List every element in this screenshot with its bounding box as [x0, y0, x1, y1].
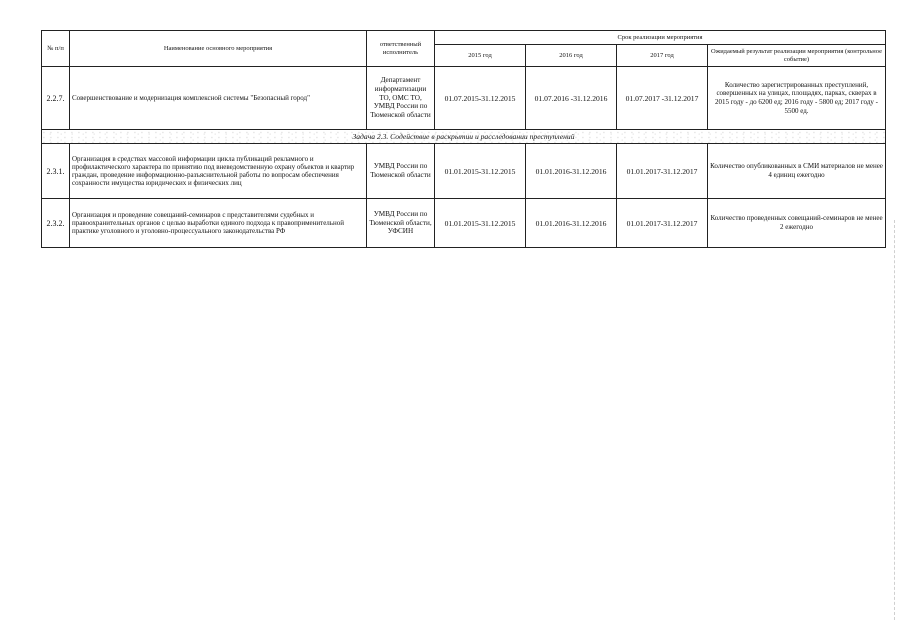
row-name: Организация и проведение совещаний-семинаров с представителями судебных и правоохранительных органов с целью выработки единого подхода к правоприменительной практике уголовного и уголовно-процессуального законодательства РФ	[70, 199, 367, 248]
header-name: Наименование основного мероприятия	[70, 31, 367, 67]
row-date-2016: 01.07.2016 -31.12.2016	[526, 67, 617, 130]
row-date-2016: 01.01.2016-31.12.2016	[526, 199, 617, 248]
row-date-2017: 01.01.2017-31.12.2017	[617, 144, 708, 199]
task-label: Задача 2.3. Содействие в раскрытии и расследовании преступлений	[42, 130, 886, 144]
row-result: Количество опубликованных в СМИ материалов не менее 4 единиц ежегодно	[708, 144, 886, 199]
row-name: Организация в средствах массовой информации цикла публикаций рекламного и профилактического характера по принятию под вневедомственную охрану объектов и квартир граждан, проведение информационно-разъяснительной работы по вопросам обеспечения сохранности имущества юридических и физических лиц	[70, 144, 367, 199]
header-period: Срок реализации мероприятия	[435, 31, 886, 45]
header-year-2015: 2015 год	[435, 45, 526, 67]
row-result: Количество зарегистрированных преступлений, совершенных на улицах, площадях, парках, скверах в 2015 году - до 6200 ед; 2016 году - 5800 ед; 2017 году - 5500 ед.	[708, 67, 886, 130]
task-row	[42, 130, 886, 144]
row-num: 2.2.7.	[42, 67, 70, 130]
header-executor: ответственный исполнитель	[367, 31, 435, 67]
row-executor: Департамент информатизации ТО, ОМС ТО, УМВД России по Тюменской области	[367, 67, 435, 130]
row-result: Количество проведенных совещаний-семинаров не менее 2 ежегодно	[708, 199, 886, 248]
row-executor: УМВД России по Тюменской области	[367, 144, 435, 199]
row-executor: УМВД России по Тюменской области, УФСИН	[367, 199, 435, 248]
table-row	[42, 67, 886, 130]
scan-margin-line	[894, 220, 896, 620]
row-name: Совершенствование и модернизация комплексной системы "Безопасный город"	[70, 67, 367, 130]
row-date-2015: 01.01.2015-31.12.2015	[435, 144, 526, 199]
header-num: № п/п	[42, 31, 70, 67]
header-year-2017: 2017 год	[617, 45, 708, 67]
row-date-2017: 01.01.2017-31.12.2017	[617, 199, 708, 248]
header-result: Ожидаемый результат реализации мероприятия (контрольное событие)	[708, 45, 886, 67]
row-num: 2.3.2.	[42, 199, 70, 248]
measures-table	[41, 30, 886, 248]
header-year-2016: 2016 год	[526, 45, 617, 67]
row-date-2015: 01.01.2015-31.12.2015	[435, 199, 526, 248]
row-date-2016: 01.01.2016-31.12.2016	[526, 144, 617, 199]
table-row	[42, 144, 886, 199]
row-date-2015: 01.07.2015-31.12.2015	[435, 67, 526, 130]
row-date-2017: 01.07.2017 -31.12.2017	[617, 67, 708, 130]
table-row	[42, 199, 886, 248]
row-num: 2.3.1.	[42, 144, 70, 199]
